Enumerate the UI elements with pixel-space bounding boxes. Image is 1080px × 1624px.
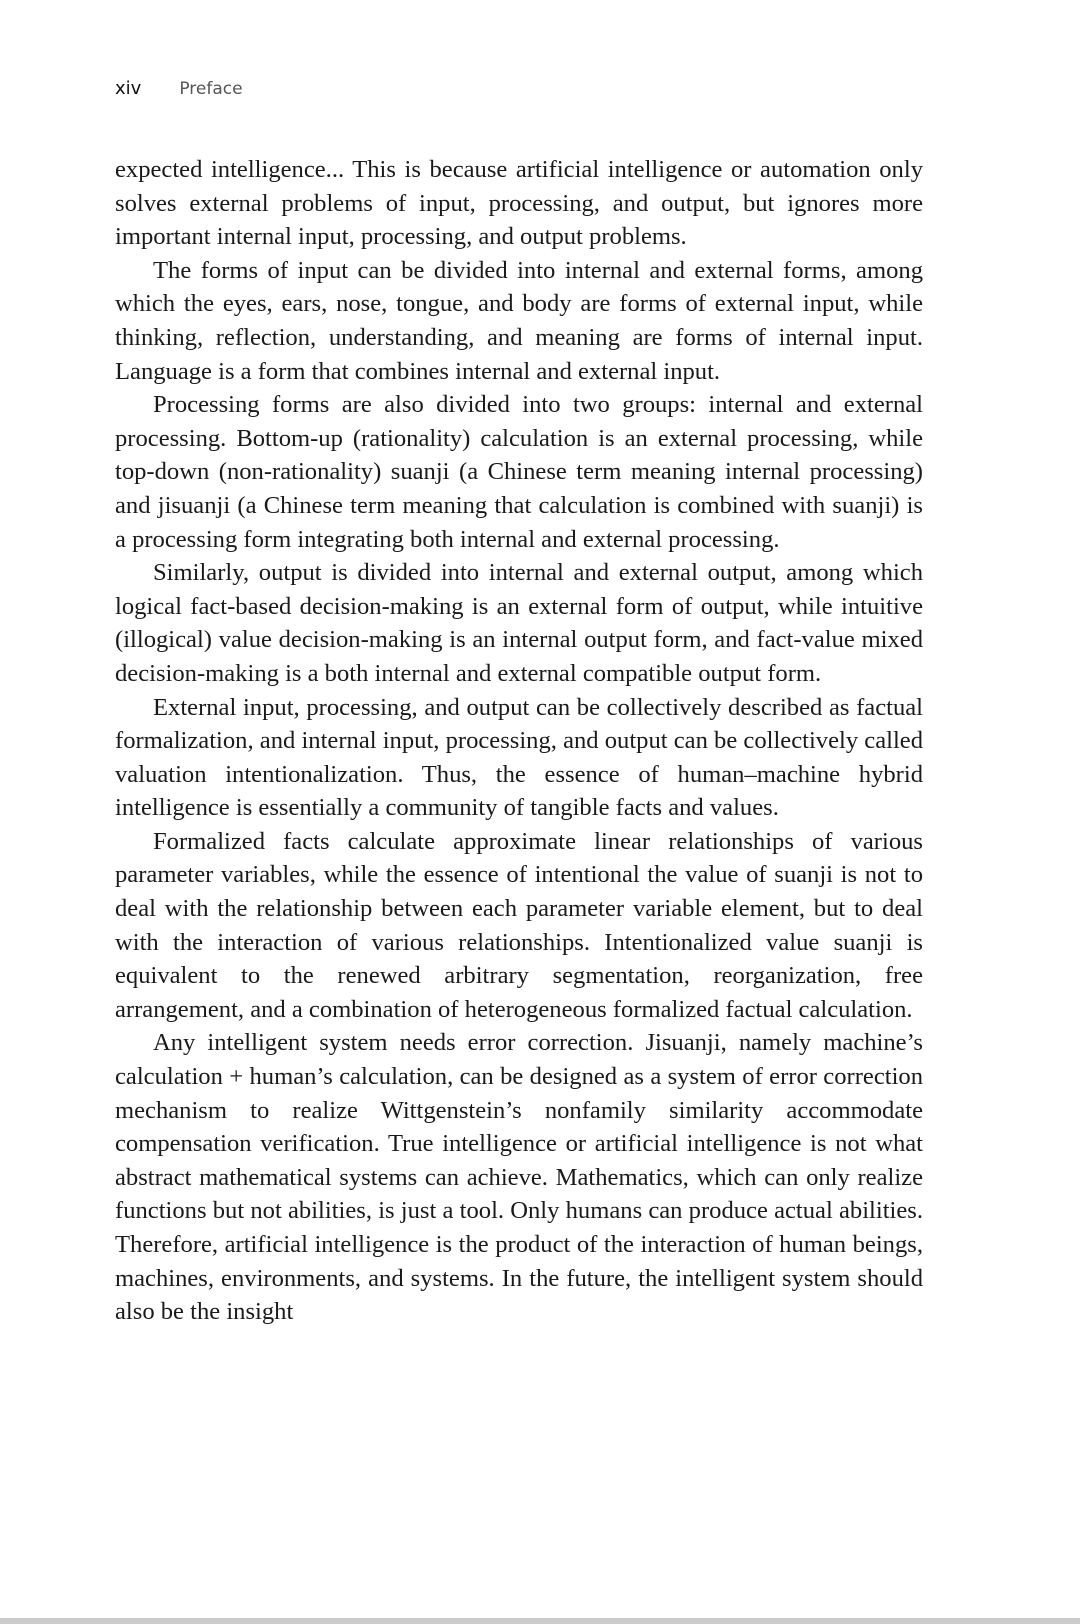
running-head [115,78,243,99]
body-text [115,153,923,1329]
paragraph: Formalized facts calculate approximate linear relationships of various parameter variables, while the essence of intentional the value of suanji is not to deal with the relationship between each parameter variable element, but to deal with the interaction of various relationships. Intentionalized value suanji is equivalent to the renewed arbitrary segmentation, reorganization, free arrangement, and a combination of heterogeneous formalized factual calculation. [115,827,923,1023]
page-number: xiv [115,78,142,99]
paragraph: Any intelligent system needs error correction. Jisuanji, namely machine’s calculation + human’s calculation, can be designed as a system of error correction mechanism to realize Wittgenstein’s nonfamily similarity accommodate compensation verification. True intelligence or artificial intelligence is not what abstract mathematical systems can achieve. Mathematics, which can only realize functions but not abilities, is just a tool. Only humans can produce actual abilities. Therefore, artificial intelligence is the product of the interaction of human beings, machines, environments, and systems. In the future, the intelligent system should also be the insight [115,1029,923,1326]
paragraph: External input, processing, and output can be collectively described as factual formalization, and internal input, processing, and output can be collectively called valuation intentionalization. Thus, the essence of human–machine hybrid intelligence is essentially a community of tangible facts and values. [115,693,923,822]
paragraph: The forms of input can be divided into internal and external forms, among which the eyes, ears, nose, tongue, and body are forms of external input, while thinking, reflection, understanding, and meaning are forms of internal input. Language is a form that combines internal and external input. [115,256,923,385]
paragraph: Processing forms are also divided into two groups: internal and external processing. Bottom-up (rationality) calculation is an external processing, while top-down (non-rationality) suanji (a Chinese term meaning internal processing) and jisuanji (a Chinese term meaning that calculation is combined with suanji) is a processing form integrating both internal and external processing. [115,391,923,553]
paragraph: Similarly, output is divided into internal and external output, among which logical fact-based decision-making is an external form of output, while intuitive (illogical) value decision-making is an internal output form, and fact-value mixed decision-making is a both internal and external compatible output form. [115,559,923,687]
paragraph: expected intelligence... This is because artificial intelligence or automation only solves external problems of input, processing, and output, but ignores more important internal input, processing, and output problems. [115,156,923,251]
page-bottom-edge [0,1618,1080,1624]
section-title: Preface [179,79,243,99]
